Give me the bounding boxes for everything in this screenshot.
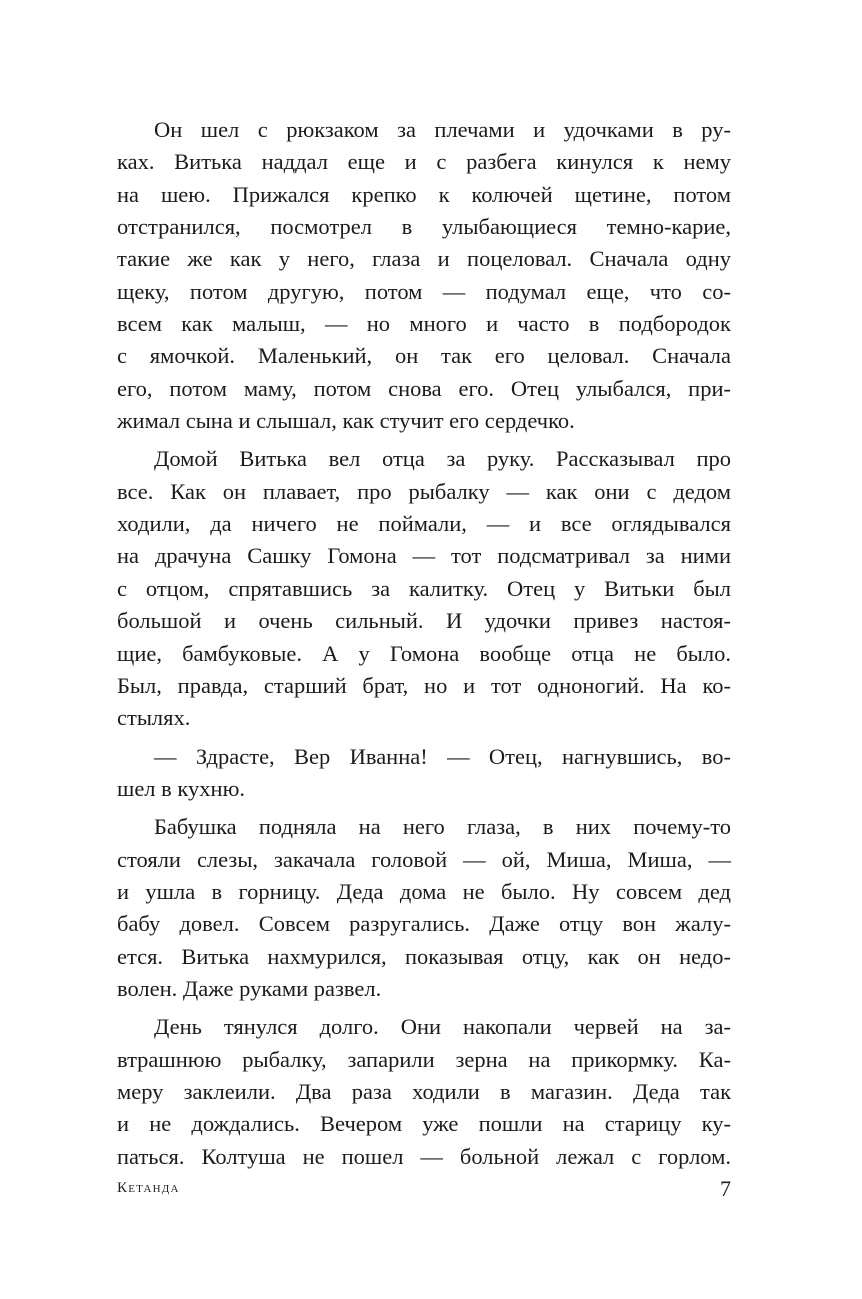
text-line: бабу довел. Совсем разругались. Даже отцу вон жалу- <box>117 911 731 937</box>
text-line: Бабушка подняла на него глаза, в них почему-то <box>154 814 731 840</box>
text-line: все. Как он плавает, про рыбалку — как они с дедом <box>117 478 731 504</box>
text-line: Домой Витька вел отца за руку. Рассказывал про <box>154 446 731 472</box>
text-line: с ямочкой. Маленький, он так его целовал. Сначала <box>117 343 731 369</box>
text-line: стылях. <box>117 705 191 731</box>
text-line: и не дождались. Вечером уже пошли на старицу ку- <box>117 1111 731 1137</box>
text-line: День тянулся долго. Они накопали червей на за- <box>154 1014 731 1040</box>
running-footer-title: Кетанда <box>117 1180 180 1196</box>
page-number: 7 <box>720 1176 731 1201</box>
text-line: Он шел с рюкзаком за плечами и удочками в ру- <box>154 117 731 142</box>
text-line: Был, правда, старший брат, но и тот одноногий. На ко- <box>117 672 731 698</box>
text-line: паться. Колтуша не пошел — больной лежал с горлом. <box>117 1143 731 1169</box>
text-line: на шею. Прижался крепко к колючей щетине, потом <box>117 181 731 207</box>
text-line: на драчуна Сашку Гомона — тот подсматривал за ними <box>117 543 731 569</box>
text-line: ется. Витька нахмурился, показывая отцу, как он недо- <box>117 943 731 969</box>
text-line: втрашнюю рыбалку, запарили зерна на прикормку. Ка- <box>117 1046 731 1072</box>
text-line: щие, бамбуковые. А у Гомона вообще отца не было. <box>117 640 731 666</box>
text-line: стояли слезы, закачала головой — ой, Миша, Миша, — <box>117 846 731 872</box>
text-line: ках. Витька наддал еще и с разбега кинулся к нему <box>117 149 731 175</box>
text-line: жимал сына и слышал, как стучит его сердечко. <box>117 408 575 434</box>
text-line: всем как малыш, — но много и часто в подбородок <box>117 311 731 337</box>
text-line: ходили, да ничего не поймали, — и все оглядывался <box>117 511 731 537</box>
text-line: такие же как у него, глаза и поцеловал. Сначала одну <box>117 246 731 272</box>
text-line: шел в кухню. <box>117 775 246 801</box>
text-line: отстранился, посмотрел в улыбающиеся темно-карие, <box>117 214 731 240</box>
text-line: его, потом маму, потом снова его. Отец улыбался, при- <box>117 375 731 401</box>
body-text <box>117 114 731 1173</box>
text-line: — Здрасте, Вер Иванна! — Отец, нагнувшись, во- <box>154 743 731 769</box>
text-line: волен. Даже руками развел. <box>117 975 382 1001</box>
text-line: меру заклеили. Два раза ходили в магазин. Деда так <box>117 1078 731 1104</box>
text-line: и ушла в горницу. Деда дома не было. Ну совсем дед <box>117 878 731 904</box>
text-line: большой и очень сильный. И удочки привез настоя- <box>117 608 731 634</box>
text-line: щеку, потом другую, потом — подумал еще, что со- <box>117 278 731 304</box>
text-line: с отцом, спрятавшись за калитку. Отец у Витьки был <box>117 575 731 601</box>
